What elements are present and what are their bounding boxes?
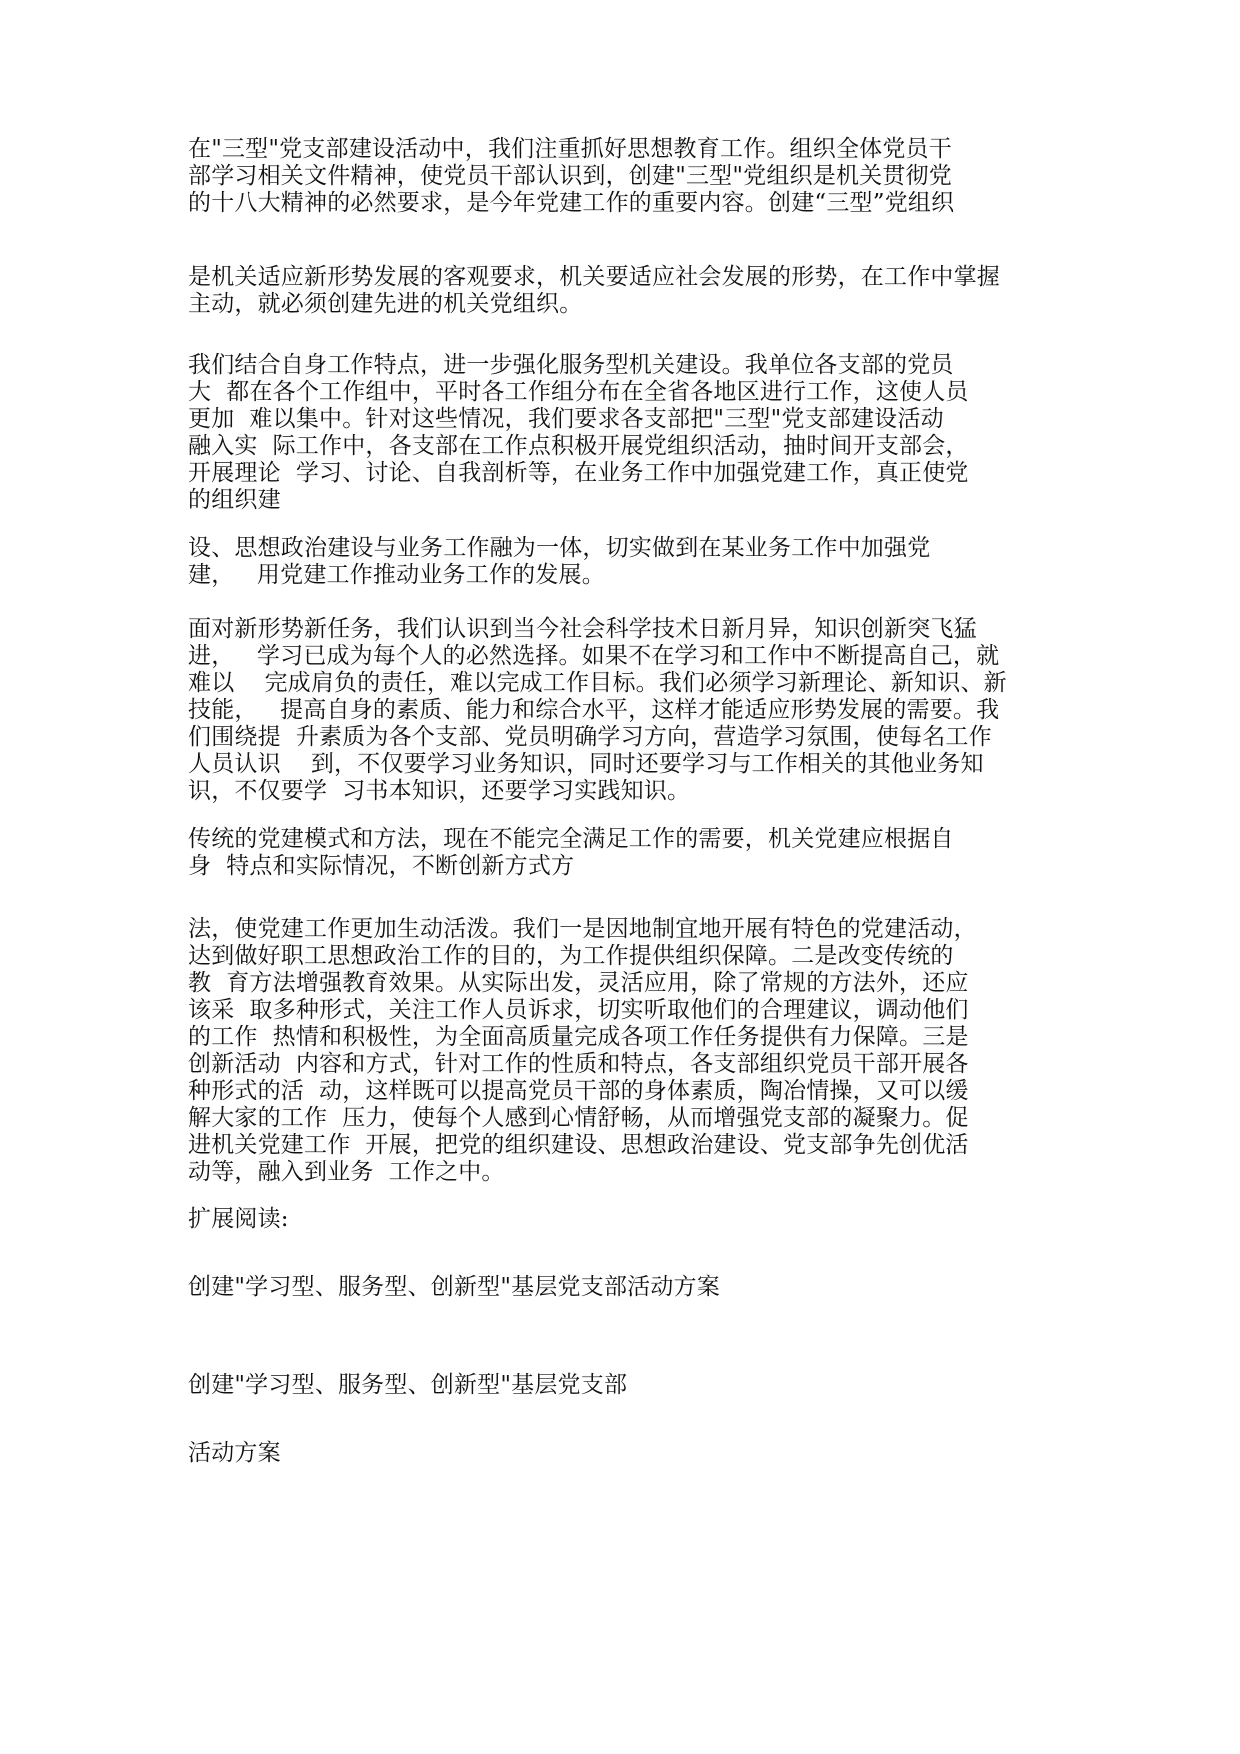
text-line: 是机关适应新形势发展的客观要求，机关要适应社会发展的形势，在工作中掌握 [188, 264, 1000, 290]
text-line: 技能， 提高自身的素质、能力和综合水平，这样才能适应形势发展的需要。我 [188, 697, 1000, 723]
text-line: 建， 用党建工作推动业务工作的发展。 [188, 562, 605, 588]
text-line: 达到做好职工思想政治工作的目的，为工作提供组织保障。二是改变传统的 [188, 943, 954, 969]
text-line: 法，使党建工作更加生动活泼。我们一是因地制宜地开展有特色的党建活动， [188, 916, 977, 942]
paragraph-7 [188, 916, 1068, 1186]
paragraph-4 [188, 535, 1068, 589]
text-line: 的十八大精神的必然要求，是今年党建工作的重要内容。创建“三型”党组织 [188, 190, 955, 216]
text-line: 身 特点和实际情况，不断创新方式方 [188, 853, 575, 879]
text-line: 的组织建 [188, 487, 281, 513]
text-line: 设、思想政治建设与业务工作融为一体，切实做到在某业务工作中加强党 [188, 535, 931, 561]
text-line: 人员认识 到，不仅要学习业务知识，同时还要学习与工作相关的其他业务知 [188, 751, 984, 777]
related-title-1 [188, 1274, 1068, 1301]
text-line: 部学习相关文件精神，使党员干部认识到，创建"三型"党组织是机关贯彻党 [188, 163, 952, 189]
text-line: 进机关党建工作 开展，把党的组织建设、思想政治建设、党支部争先创优活 [188, 1132, 969, 1158]
text-line: 创新活动 内容和方式，针对工作的性质和特点，各支部组织党员干部开展各 [188, 1051, 969, 1077]
text-line: 识，不仅要学 习书本知识，还要学习实践知识。 [188, 778, 691, 804]
text-line: 的工作 热情和积极性，为全面高质量完成各项工作任务提供有力保障。三是 [188, 1024, 969, 1050]
text-line: 种形式的活 动，这样既可以提高党员干部的身体素质，陶冶情操，又可以缓 [188, 1078, 969, 1104]
paragraph-6 [188, 826, 1068, 880]
text-line: 在"三型"党支部建设活动中，我们注重抓好思想教育工作。组织全体党员干 [188, 136, 952, 162]
paragraph-1 [188, 136, 1068, 217]
related-title-2 [188, 1372, 1068, 1399]
text-line: 创建"学习型、服务型、创新型"基层党支部活动方案 [188, 1274, 720, 1300]
text-line: 们围绕提 升素质为各个支部、党员明确学习方向，营造学习氛围，使每名工作 [188, 724, 992, 750]
text-line: 开展理论 学习、讨论、自我剖析等，在业务工作中加强党建工作，真正使党 [188, 460, 969, 486]
text-line: 创建"学习型、服务型、创新型"基层党支部 [188, 1372, 628, 1398]
related-title-3 [188, 1440, 1068, 1467]
text-line: 扩展阅读: [188, 1206, 289, 1232]
extended-reading-label [188, 1206, 1068, 1233]
text-line: 活动方案 [188, 1440, 281, 1466]
text-line: 更加 难以集中。针对这些情况，我们要求各支部把"三型"党支部建设活动 [188, 406, 944, 432]
paragraph-5 [188, 616, 1068, 805]
paragraph-3 [188, 352, 1068, 514]
text-line: 我们结合自身工作特点，进一步强化服务型机关建设。我单位各支部的党员 [188, 352, 954, 378]
text-line: 进， 学习已成为每个人的必然选择。如果不在学习和工作中不断提高自己，就 [188, 643, 1000, 669]
text-line: 面对新形势新任务，我们认识到当今社会科学技术日新月异，知识创新突飞猛 [188, 616, 977, 642]
text-line: 该采 取多种形式，关注工作人员诉求，切实听取他们的合理建议，调动他们 [188, 997, 969, 1023]
text-line: 主动，就必须创建先进的机关党组织。 [188, 291, 583, 317]
paragraph-2 [188, 264, 1068, 318]
text-line: 教 育方法增强教育效果。从实际出发，灵活应用，除了常规的方法外，还应 [188, 970, 969, 996]
text-line: 难以 完成肩负的责任，难以完成工作目标。我们必须学习新理论、新知识、新 [188, 670, 1007, 696]
text-line: 融入实 际工作中，各支部在工作点积极开展党组织活动，抽时间开支部会， [188, 433, 969, 459]
text-line: 传统的党建模式和方法，现在不能完全满足工作的需要，机关党建应根据自 [188, 826, 954, 852]
text-line: 解大家的工作 压力，使每个人感到心情舒畅，从而增强党支部的凝聚力。促 [188, 1105, 969, 1131]
text-line: 动等，融入到业务 工作之中。 [188, 1159, 505, 1185]
text-line: 大 都在各个工作组中，平时各工作组分布在全省各地区进行工作，这使人员 [188, 379, 969, 405]
